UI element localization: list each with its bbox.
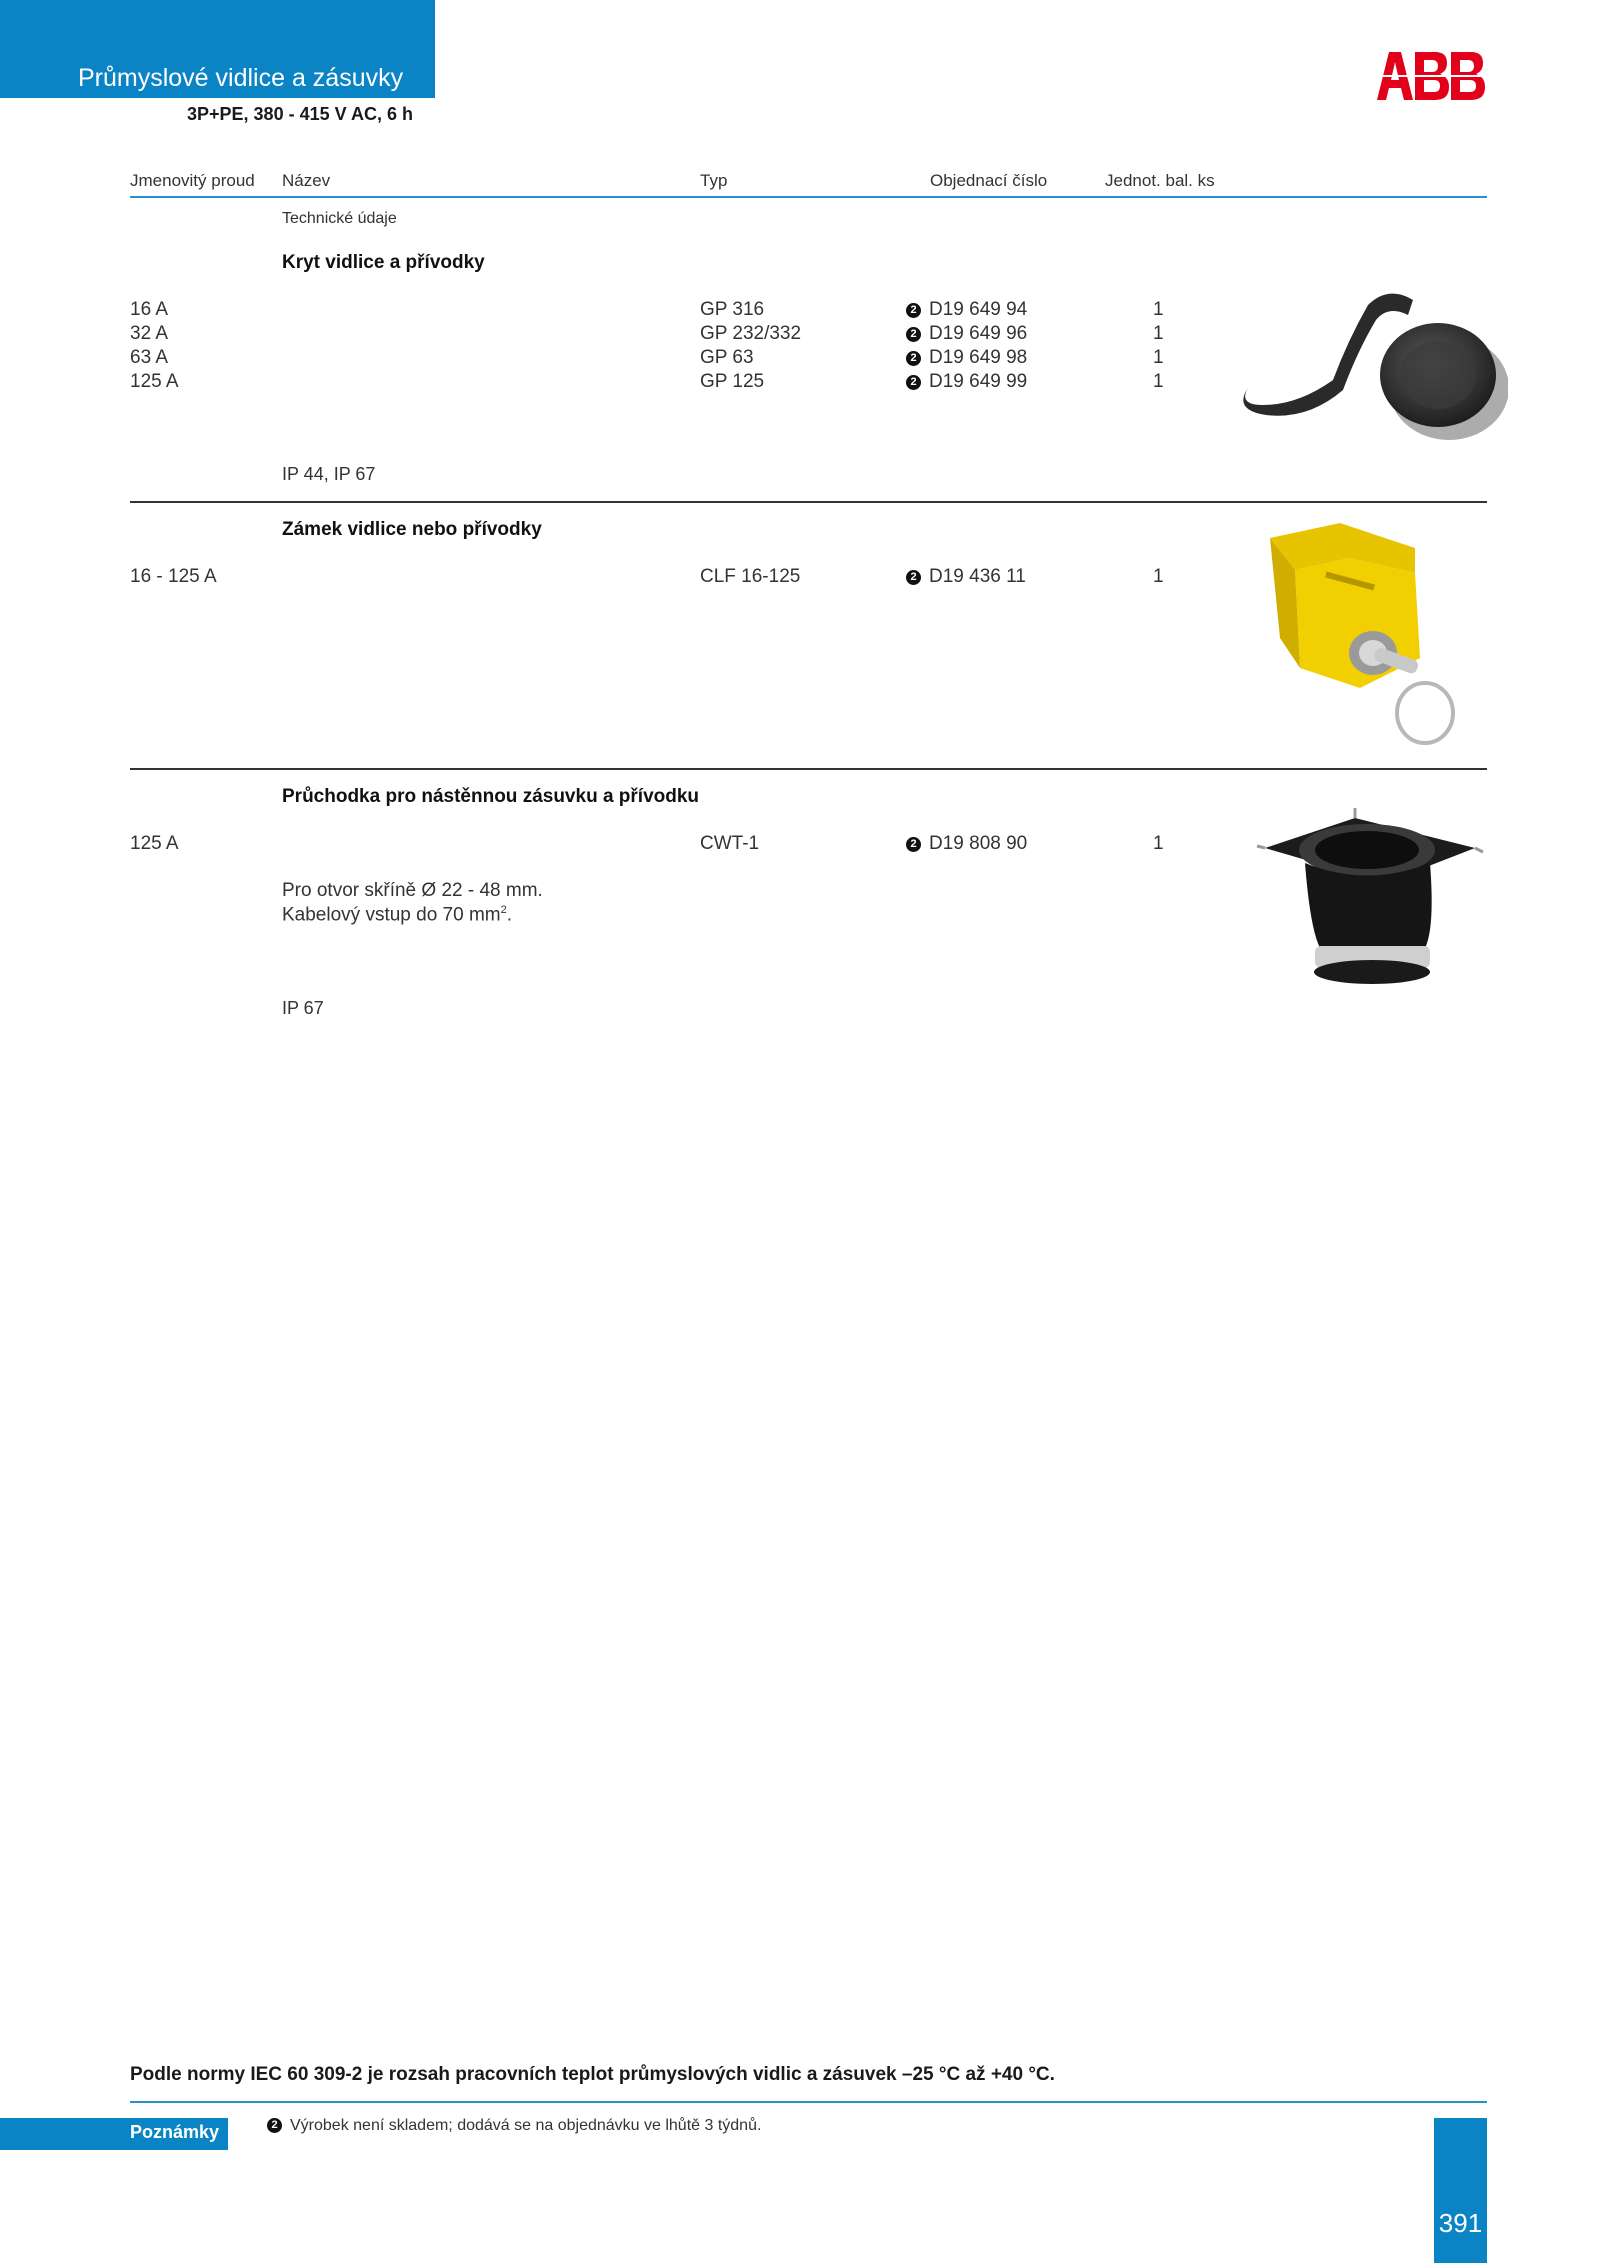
page-subtitle: 3P+PE, 380 - 415 V AC, 6 h	[187, 104, 413, 124]
order-number: D19 649 96	[929, 323, 1028, 344]
row-type: GP 63	[700, 347, 754, 368]
order-number: D19 649 94	[929, 299, 1028, 320]
spec-note-period: .	[506, 904, 513, 926]
row-qty: 1	[1153, 347, 1164, 368]
footer-divider	[130, 2101, 1487, 2103]
row-type: GP 125	[700, 371, 765, 392]
row-order	[906, 833, 1027, 855]
row-current: 32 A	[130, 323, 169, 344]
cable-gland-graphic	[1255, 808, 1485, 998]
spec-note	[282, 904, 512, 926]
ip-rating: IP 44, IP 67	[282, 464, 376, 484]
cable-gland-image	[1255, 808, 1485, 1003]
section-title: Zámek vidlice nebo přívodky	[282, 519, 542, 540]
col-header-order: Objednací číslo	[930, 171, 1048, 190]
row-type: CWT-1	[700, 833, 760, 854]
note-marker-icon: 2	[906, 570, 921, 585]
page-number: 391	[1438, 2208, 1483, 2238]
row-qty: 1	[1153, 323, 1164, 344]
note-marker-icon: 2	[906, 351, 921, 366]
page-title: Průmyslové vidlice a zásuvky	[78, 64, 404, 92]
row-current: 16 - 125 A	[130, 566, 217, 587]
order-number: D19 649 98	[929, 347, 1028, 368]
row-order	[906, 299, 1027, 321]
row-order	[906, 371, 1027, 393]
row-order	[906, 347, 1027, 369]
row-qty: 1	[1153, 371, 1164, 392]
col-header-current: Jmenovitý proud	[130, 171, 255, 190]
note-marker-icon: 2	[906, 837, 921, 852]
yellow-lock-graphic	[1265, 518, 1475, 753]
col-header-name: Název	[282, 171, 331, 190]
note-marker-icon: 2	[906, 303, 921, 318]
col-header-qty: Jednot. bal. ks	[1105, 171, 1215, 190]
spec-note: Pro otvor skříně Ø 22 - 48 mm.	[282, 880, 543, 901]
row-qty: 1	[1153, 566, 1164, 587]
note-marker-icon: 2	[267, 2118, 282, 2133]
row-qty: 1	[1153, 833, 1164, 854]
order-number: D19 436 11	[929, 566, 1026, 587]
notes-label: Poznámky	[130, 2122, 220, 2142]
row-qty: 1	[1153, 299, 1164, 320]
note-marker-icon: 2	[906, 375, 921, 390]
note-marker-icon: 2	[906, 327, 921, 342]
yellow-lock-image	[1265, 518, 1475, 758]
rubber-cap-image	[1238, 280, 1508, 460]
order-number: D19 649 99	[929, 371, 1028, 392]
abb-logo-graphic	[1377, 52, 1487, 100]
spec-note-superscript: 2	[500, 904, 507, 916]
header-divider	[130, 196, 1487, 198]
stock-note-text: Výrobek není skladem; dodává se na objednávku ve lhůtě 3 týdnů.	[290, 2117, 762, 2134]
norm-note: Podle normy IEC 60 309-2 je rozsah pracovních teplot průmyslových vidlic a zásuvek –25 °C až +40 °C.	[130, 2064, 1055, 2085]
order-number: D19 808 90	[929, 833, 1028, 854]
row-type: GP 316	[700, 299, 765, 320]
section-divider	[130, 768, 1487, 770]
row-current: 125 A	[130, 833, 179, 854]
section-title: Kryt vidlice a přívodky	[282, 252, 485, 273]
row-type: CLF 16-125	[700, 566, 801, 587]
rubber-cap-graphic	[1238, 280, 1508, 455]
col-header-type: Typ	[700, 171, 728, 190]
row-current: 16 A	[130, 299, 169, 320]
abb-logo	[1377, 52, 1487, 105]
spec-note-text: Kabelový vstup do 70 mm	[282, 904, 501, 926]
row-current: 63 A	[130, 347, 169, 368]
row-order	[906, 323, 1027, 345]
section-divider	[130, 501, 1487, 503]
row-type: GP 232/332	[700, 323, 802, 344]
page-tab	[1434, 2118, 1487, 2263]
ip-rating: IP 67	[282, 998, 324, 1018]
row-order	[906, 566, 1026, 588]
tech-data-label: Technické údaje	[282, 210, 397, 227]
section-title: Průchodka pro nástěnnou zásuvku a přívodku	[282, 786, 700, 807]
row-current: 125 A	[130, 371, 179, 392]
stock-note	[267, 2117, 761, 2135]
